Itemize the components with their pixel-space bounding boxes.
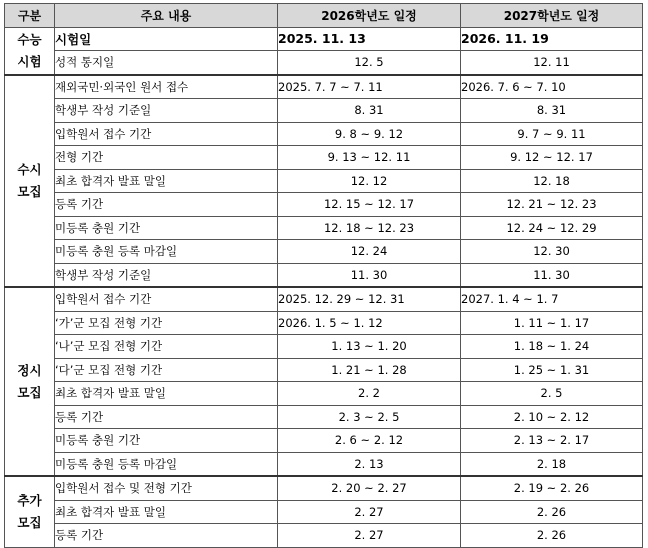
item-cell: 입학원서 접수 및 전형 기간 (55, 476, 278, 500)
header-category: 구분 (5, 4, 55, 28)
date-2026-cell: 2025. 12. 29 ~ 12. 31 (278, 287, 461, 311)
date-2026-cell: 9. 8 ~ 9. 12 (278, 122, 461, 146)
table-row (5, 382, 643, 406)
table-row (5, 216, 643, 240)
date-2026-cell: 2026. 1. 5 ~ 1. 12 (278, 311, 461, 335)
section-susi-line1: 수시 (17, 161, 42, 177)
date-2026-cell: 12. 5 (278, 51, 461, 75)
section-jeongsi (5, 287, 55, 476)
header-content: 주요 내용 (55, 4, 278, 28)
item-cell: ‘나’군 모집 전형 기간 (55, 335, 278, 359)
table-row (5, 99, 643, 123)
table-row (5, 429, 643, 453)
table-row (5, 75, 643, 99)
date-2026-cell: 2. 2 (278, 382, 461, 406)
table-row (5, 146, 643, 170)
table-row (5, 51, 643, 75)
table-row (5, 122, 643, 146)
section-jeongsi-line1: 정시 (17, 362, 42, 378)
date-2027-cell: 2. 13 ~ 2. 17 (461, 429, 643, 453)
date-2027-cell: 1. 18 ~ 1. 24 (461, 335, 643, 359)
date-2027-cell: 2. 5 (461, 382, 643, 406)
date-2026-cell: 11. 30 (278, 263, 461, 287)
date-2027-cell: 2. 19 ~ 2. 26 (461, 476, 643, 500)
table-row (5, 169, 643, 193)
date-2026-cell: 2025. 11. 13 (278, 27, 461, 51)
section-suneung-line2: 시험 (17, 53, 42, 69)
date-2026-cell: 2025. 7. 7 ~ 7. 11 (278, 75, 461, 99)
item-cell: 등록 기간 (55, 405, 278, 429)
date-2027-cell: 12. 18 (461, 169, 643, 193)
table-row (5, 311, 643, 335)
admission-schedule-table (4, 3, 643, 548)
section-suneung (5, 27, 55, 75)
date-2027-cell: 1. 25 ~ 1. 31 (461, 358, 643, 382)
table-row (5, 287, 643, 311)
date-2026-cell: 12. 15 ~ 12. 17 (278, 193, 461, 217)
date-2027-cell: 2. 10 ~ 2. 12 (461, 405, 643, 429)
date-2026-cell: 8. 31 (278, 99, 461, 123)
item-cell: 재외국민·외국인 원서 접수 (55, 75, 278, 99)
section-susi (5, 75, 55, 288)
date-2027-cell: 12. 11 (461, 51, 643, 75)
date-2026-cell: 2. 3 ~ 2. 5 (278, 405, 461, 429)
section-chuga-line1: 추가 (17, 492, 42, 508)
date-2027-cell: 11. 30 (461, 263, 643, 287)
table-row (5, 524, 643, 548)
item-cell: 학생부 작성 기준일 (55, 263, 278, 287)
item-cell: 학생부 작성 기준일 (55, 99, 278, 123)
item-cell: 시험일 (55, 27, 278, 51)
date-2026-cell: 2. 27 (278, 500, 461, 524)
item-cell: ‘가’군 모집 전형 기간 (55, 311, 278, 335)
date-2027-cell: 9. 12 ~ 12. 17 (461, 146, 643, 170)
item-cell: ‘다’군 모집 전형 기간 (55, 358, 278, 382)
date-2026-cell: 2. 6 ~ 2. 12 (278, 429, 461, 453)
date-2027-cell: 12. 24 ~ 12. 29 (461, 216, 643, 240)
date-2027-cell: 2027. 1. 4 ~ 1. 7 (461, 287, 643, 311)
header-2026: 2026학년도 일정 (278, 4, 461, 28)
date-2026-cell: 1. 21 ~ 1. 28 (278, 358, 461, 382)
date-2027-cell: 12. 30 (461, 240, 643, 264)
item-cell: 입학원서 접수 기간 (55, 287, 278, 311)
table-row (5, 476, 643, 500)
date-2027-cell: 2. 26 (461, 524, 643, 548)
table-row (5, 193, 643, 217)
item-cell: 등록 기간 (55, 524, 278, 548)
date-2027-cell: 2026. 11. 19 (461, 27, 643, 51)
date-2026-cell: 12. 24 (278, 240, 461, 264)
item-cell: 최초 합격자 발표 말일 (55, 382, 278, 406)
table-row (5, 240, 643, 264)
section-suneung-line1: 수능 (17, 31, 42, 47)
header-row (5, 4, 643, 28)
item-cell: 최초 합격자 발표 말일 (55, 169, 278, 193)
table-row (5, 358, 643, 382)
item-cell: 최초 합격자 발표 말일 (55, 500, 278, 524)
item-cell: 미등록 충원 기간 (55, 216, 278, 240)
table-row (5, 27, 643, 51)
date-2026-cell: 12. 12 (278, 169, 461, 193)
section-chuga-line2: 모집 (17, 514, 42, 530)
date-2026-cell: 12. 18 ~ 12. 23 (278, 216, 461, 240)
table-row (5, 405, 643, 429)
section-susi-line2: 모집 (17, 183, 42, 199)
date-2026-cell: 2. 27 (278, 524, 461, 548)
date-2027-cell: 2. 18 (461, 452, 643, 476)
date-2027-cell: 2026. 7. 6 ~ 7. 10 (461, 75, 643, 99)
table-row (5, 500, 643, 524)
date-2027-cell: 9. 7 ~ 9. 11 (461, 122, 643, 146)
item-cell: 등록 기간 (55, 193, 278, 217)
item-cell: 입학원서 접수 기간 (55, 122, 278, 146)
date-2026-cell: 2. 20 ~ 2. 27 (278, 476, 461, 500)
item-cell: 전형 기간 (55, 146, 278, 170)
date-2026-cell: 1. 13 ~ 1. 20 (278, 335, 461, 359)
date-2027-cell: 2. 26 (461, 500, 643, 524)
item-cell: 미등록 충원 등록 마감일 (55, 240, 278, 264)
header-2027: 2027학년도 일정 (461, 4, 643, 28)
item-cell: 미등록 충원 기간 (55, 429, 278, 453)
date-2027-cell: 12. 21 ~ 12. 23 (461, 193, 643, 217)
date-2026-cell: 2. 13 (278, 452, 461, 476)
item-cell: 성적 통지일 (55, 51, 278, 75)
date-2026-cell: 9. 13 ~ 12. 11 (278, 146, 461, 170)
table-row (5, 263, 643, 287)
date-2027-cell: 8. 31 (461, 99, 643, 123)
section-jeongsi-line2: 모집 (17, 384, 42, 400)
table-row (5, 452, 643, 476)
date-2027-cell: 1. 11 ~ 1. 17 (461, 311, 643, 335)
table-row (5, 335, 643, 359)
section-chuga (5, 476, 55, 547)
item-cell: 미등록 충원 등록 마감일 (55, 452, 278, 476)
